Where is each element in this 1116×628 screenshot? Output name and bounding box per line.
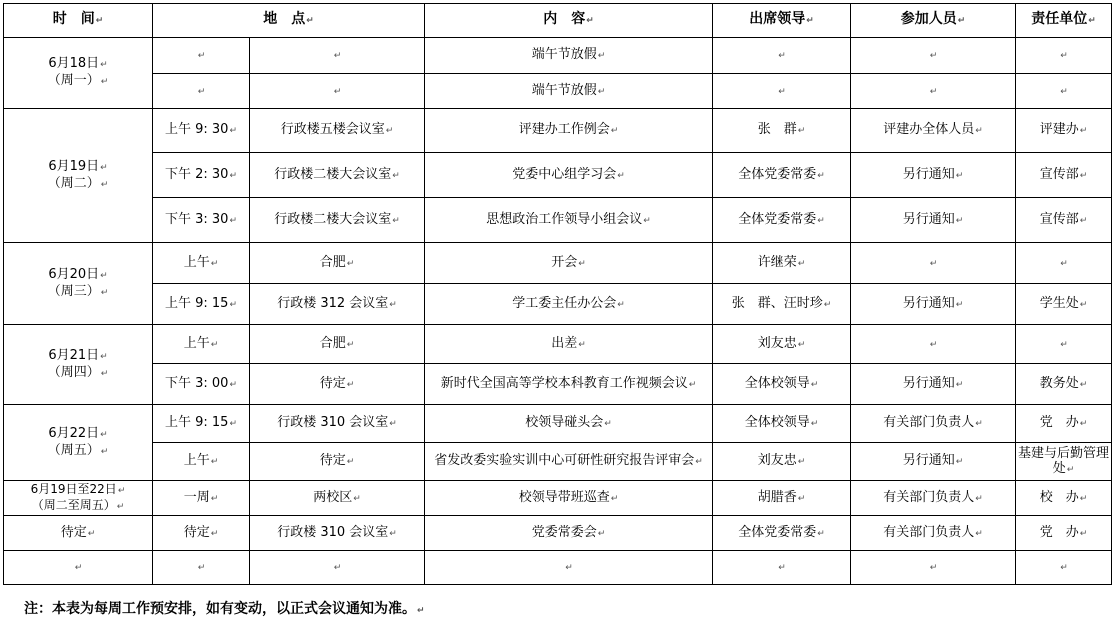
- leaders-cell: 全体校领导↵: [713, 364, 851, 405]
- header-location: 地 点↵: [153, 4, 425, 38]
- table-row: [4, 243, 1112, 284]
- unit-cell: 党 办↵: [1016, 516, 1112, 551]
- time-cell: 上午 9: 15↵: [153, 405, 250, 443]
- content-cell: 校领导带班巡查↵: [425, 481, 713, 516]
- leaders-cell: 刘友忠↵: [713, 443, 851, 481]
- table-row: [4, 284, 1112, 325]
- header-leaders: 出席领导↵: [713, 4, 851, 38]
- leaders-cell: 全体校领导↵: [713, 405, 851, 443]
- date-cell: 6月20日↵ （周三）↵: [4, 243, 153, 325]
- content-cell: 新时代全国高等学校本科教育工作视频会议↵: [425, 364, 713, 405]
- leaders-cell: 许继荣↵: [713, 243, 851, 284]
- unit-cell: ↵: [1016, 243, 1112, 284]
- date-cell: 6月19日至22日↵ （周二至周五）↵: [4, 481, 153, 516]
- unit-cell: 基建与后勤管理处↵: [1016, 443, 1112, 481]
- content-cell: 评建办工作例会↵: [425, 109, 713, 153]
- participants-cell: ↵: [851, 38, 1016, 74]
- time-cell: 下午 3: 30↵: [153, 198, 250, 243]
- location-cell: ↵: [250, 551, 425, 585]
- table-row: [4, 516, 1112, 551]
- leaders-cell: 张 群↵: [713, 109, 851, 153]
- time-cell: 上午↵: [153, 443, 250, 481]
- unit-cell: 党 办↵: [1016, 405, 1112, 443]
- unit-cell: 教务处↵: [1016, 364, 1112, 405]
- table-row: [4, 153, 1112, 198]
- location-cell: 行政楼五楼会议室↵: [250, 109, 425, 153]
- unit-cell: 宣传部↵: [1016, 153, 1112, 198]
- time-cell: ↵: [153, 551, 250, 585]
- header-row: [4, 4, 1112, 38]
- time-cell: 一周↵: [153, 481, 250, 516]
- table-row-empty: [4, 551, 1112, 585]
- time-cell: ↵: [153, 74, 250, 109]
- header-content: 内 容↵: [425, 4, 713, 38]
- time-cell: 上午 9: 30↵: [153, 109, 250, 153]
- header-unit: 责任单位↵: [1016, 4, 1112, 38]
- table-row: [4, 405, 1112, 443]
- leaders-cell: ↵: [713, 38, 851, 74]
- location-cell: 待定↵: [250, 443, 425, 481]
- participants-cell: 评建办全体人员↵: [851, 109, 1016, 153]
- leaders-cell: 全体党委常委↵: [713, 516, 851, 551]
- leaders-cell: 张 群、汪时珍↵: [713, 284, 851, 325]
- header-participants: 参加人员↵: [851, 4, 1016, 38]
- location-cell: 行政楼 310 会议室↵: [250, 516, 425, 551]
- content-cell: 端午节放假↵: [425, 38, 713, 74]
- leaders-cell: 全体党委常委↵: [713, 198, 851, 243]
- participants-cell: 有关部门负责人↵: [851, 516, 1016, 551]
- participants-cell: ↵: [851, 325, 1016, 364]
- date-cell: 6月21日↵ （周四）↵: [4, 325, 153, 405]
- location-cell: 合肥↵: [250, 325, 425, 364]
- time-cell: 上午 9: 15↵: [153, 284, 250, 325]
- unit-cell: ↵: [1016, 325, 1112, 364]
- table-row: [4, 481, 1112, 516]
- location-cell: 合肥↵: [250, 243, 425, 284]
- participants-cell: 有关部门负责人↵: [851, 405, 1016, 443]
- unit-cell: ↵: [1016, 551, 1112, 585]
- leaders-cell: ↵: [713, 551, 851, 585]
- table-row: [4, 198, 1112, 243]
- time-cell: 下午 3: 00↵: [153, 364, 250, 405]
- time-cell: ↵: [153, 38, 250, 74]
- time-cell: 待定↵: [153, 516, 250, 551]
- participants-cell: 另行通知↵: [851, 198, 1016, 243]
- content-cell: 校领导碰头会↵: [425, 405, 713, 443]
- content-cell: ↵: [425, 551, 713, 585]
- location-cell: 行政楼 312 会议室↵: [250, 284, 425, 325]
- date-cell: 待定↵: [4, 516, 153, 551]
- location-cell: 两校区↵: [250, 481, 425, 516]
- unit-cell: 校 办↵: [1016, 481, 1112, 516]
- content-cell: 省发改委实验实训中心可研性研究报告评审会↵: [425, 443, 713, 481]
- unit-cell: ↵: [1016, 74, 1112, 109]
- content-cell: 思想政治工作领导小组会议↵: [425, 198, 713, 243]
- location-cell: 待定↵: [250, 364, 425, 405]
- content-cell: 党委中心组学习会↵: [425, 153, 713, 198]
- schedule-table: [3, 3, 1112, 585]
- participants-cell: 另行通知↵: [851, 443, 1016, 481]
- leaders-cell: 胡腊香↵: [713, 481, 851, 516]
- participants-cell: ↵: [851, 243, 1016, 284]
- location-cell: 行政楼二楼大会议室↵: [250, 153, 425, 198]
- header-time: 时 间↵: [4, 4, 153, 38]
- table-row: [4, 443, 1112, 481]
- content-cell: 开会↵: [425, 243, 713, 284]
- time-cell: 下午 2: 30↵: [153, 153, 250, 198]
- location-cell: ↵: [250, 38, 425, 74]
- unit-cell: ↵: [1016, 38, 1112, 74]
- date-cell: 6月22日↵ （周五）↵: [4, 405, 153, 481]
- footnote: 注：本表为每周工作预安排，如有变动，以正式会议通知为准。↵: [24, 601, 425, 617]
- table-row: [4, 74, 1112, 109]
- location-cell: 行政楼二楼大会议室↵: [250, 198, 425, 243]
- participants-cell: 另行通知↵: [851, 153, 1016, 198]
- date-cell: ↵: [4, 551, 153, 585]
- time-cell: 上午↵: [153, 243, 250, 284]
- content-cell: 党委常委会↵: [425, 516, 713, 551]
- date-cell: 6月19日↵ （周二）↵: [4, 109, 153, 243]
- time-cell: 上午↵: [153, 325, 250, 364]
- participants-cell: ↵: [851, 74, 1016, 109]
- participants-cell: ↵: [851, 551, 1016, 585]
- location-cell: 行政楼 310 会议室↵: [250, 405, 425, 443]
- content-cell: 出差↵: [425, 325, 713, 364]
- leaders-cell: 刘友忠↵: [713, 325, 851, 364]
- participants-cell: 有关部门负责人↵: [851, 481, 1016, 516]
- participants-cell: 另行通知↵: [851, 364, 1016, 405]
- content-cell: 学工委主任办公会↵: [425, 284, 713, 325]
- content-cell: 端午节放假↵: [425, 74, 713, 109]
- table-row: [4, 38, 1112, 74]
- participants-cell: 另行通知↵: [851, 284, 1016, 325]
- leaders-cell: 全体党委常委↵: [713, 153, 851, 198]
- table-row: [4, 109, 1112, 153]
- table-row: [4, 325, 1112, 364]
- unit-cell: 评建办↵: [1016, 109, 1112, 153]
- date-cell: 6月18日↵ （周一）↵: [4, 38, 153, 109]
- unit-cell: 学生处↵: [1016, 284, 1112, 325]
- leaders-cell: ↵: [713, 74, 851, 109]
- unit-cell: 宣传部↵: [1016, 198, 1112, 243]
- table-row: [4, 364, 1112, 405]
- location-cell: ↵: [250, 74, 425, 109]
